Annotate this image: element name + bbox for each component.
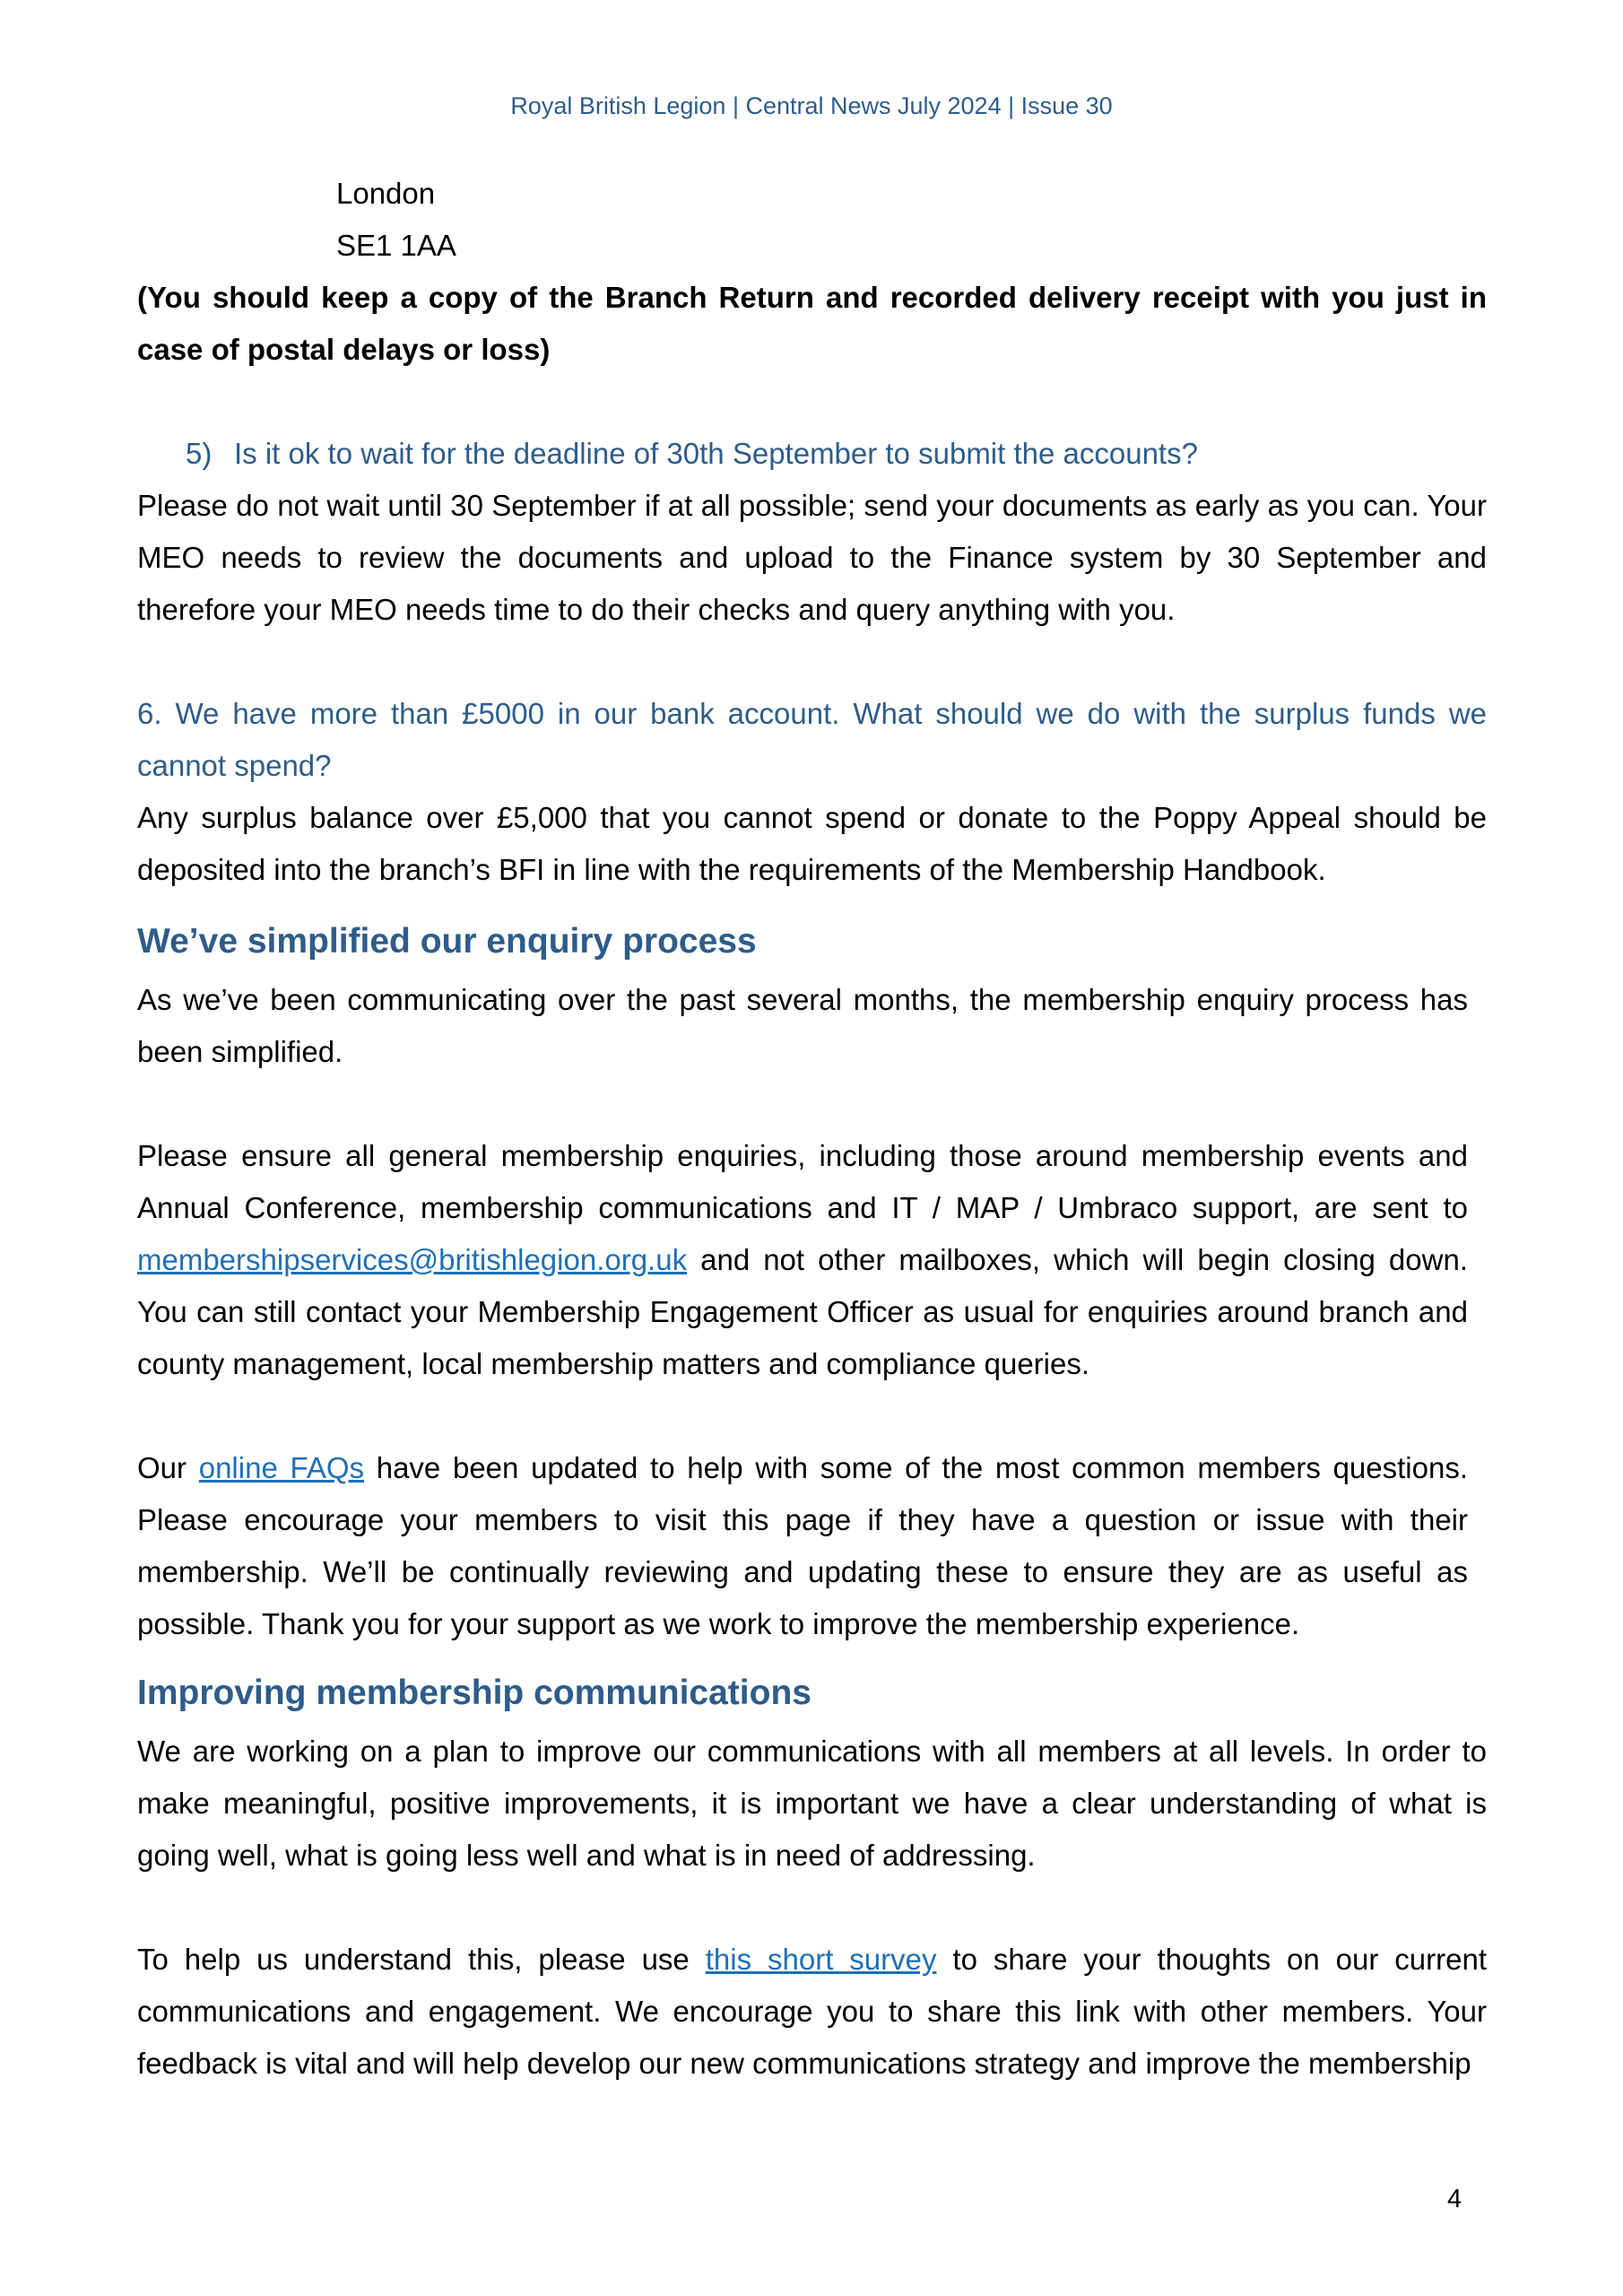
enquiry-section-heading: We’ve simplified our enquiry process <box>137 922 757 961</box>
comms-para-1: We are working on a plan to improve our communications with all members at all levels. In order to make meaningful, positive improvements, it is important we have a clear understanding of what is going well, what is going less well and what is in need of addressing. <box>137 1735 1487 1872</box>
enquiry-para-2 <box>137 1130 1468 1390</box>
comms-section-heading: Improving membership communications <box>137 1674 812 1712</box>
comms-para-2-tail: to share your thoughts on our current communications and engagement. We encourage you to share this link with other members. Your feedback is vital and will help develop our new communications strategy and improve the membership <box>137 1943 1487 2080</box>
faq-5-question-text: Is it ok to wait for the deadline of 30th September to submit the accounts? <box>234 437 1198 470</box>
spacer <box>137 1882 1487 1934</box>
enquiry-para-2-lead: Please ensure all general membership enquiries, including those around membership events and Annual Conference, membership communications and IT / MAP / Umbraco support, are sent to <box>137 1139 1468 1224</box>
page-content <box>137 168 1487 2090</box>
spacer <box>137 1390 1487 1442</box>
faq-5-question <box>137 428 1487 480</box>
enquiry-para-3 <box>137 1442 1468 1650</box>
running-header: Royal British Legion | Central News July 2024 | Issue 30 <box>510 92 1113 119</box>
spacer <box>137 636 1487 688</box>
address-city: London <box>336 177 436 210</box>
enquiry-para-3-lead: Our <box>137 1451 199 1484</box>
faq-5-answer: Please do not wait until 30 September if at all possible; send your documents as early as you can. Your MEO needs to review the documents and upload to the Finance system by 30 September and therefore your MEO needs time to do their checks and query anything with you. <box>137 489 1487 626</box>
enquiry-para-2-tail: and not other mailboxes, which will begin closing down. You can still contact your Membership Engagement Officer as usual for enquiries around branch and county management, local membership matters and compliance queries. <box>137 1243 1468 1380</box>
online-faqs-link[interactable]: online FAQs <box>198 1451 365 1484</box>
spacer <box>137 376 1487 428</box>
keep-copy-note: (You should keep a copy of the Branch Return and recorded delivery receipt with you just in case of postal delays or loss) <box>137 281 1487 366</box>
enquiry-para-3-tail: have been updated to help with some of the most common members questions. Please encourage your members to visit this page if they have a question or issue with their membership. We’ll be continually reviewing and updating these to ensure they are as useful as possible. Thank you for your support as we work to improve the membership experience. <box>137 1451 1468 1640</box>
address-postcode: SE1 1AA <box>336 229 456 262</box>
membership-services-email-link[interactable]: membershipservices@britishlegion.org.uk <box>137 1243 688 1276</box>
short-survey-link[interactable]: this short survey <box>705 1943 937 1976</box>
faq-5-number: 5) <box>186 437 213 470</box>
enquiry-para-1: As we’ve been communicating over the past several months, the membership enquiry process has been simplified. <box>137 983 1468 1068</box>
comms-para-2 <box>137 1934 1487 2090</box>
spacer <box>137 1078 1487 1130</box>
faq-6-question: 6. We have more than £5000 in our bank account. What should we do with the surplus funds we cannot spend? <box>137 697 1487 782</box>
page-number: 4 <box>1447 2185 1462 2213</box>
faq-6-answer: Any surplus balance over £5,000 that you cannot spend or donate to the Poppy Appeal should be deposited into the branch’s BFI in line with the requirements of the Membership Handbook. <box>137 801 1487 886</box>
comms-para-2-lead: To help us understand this, please use <box>137 1943 706 1976</box>
